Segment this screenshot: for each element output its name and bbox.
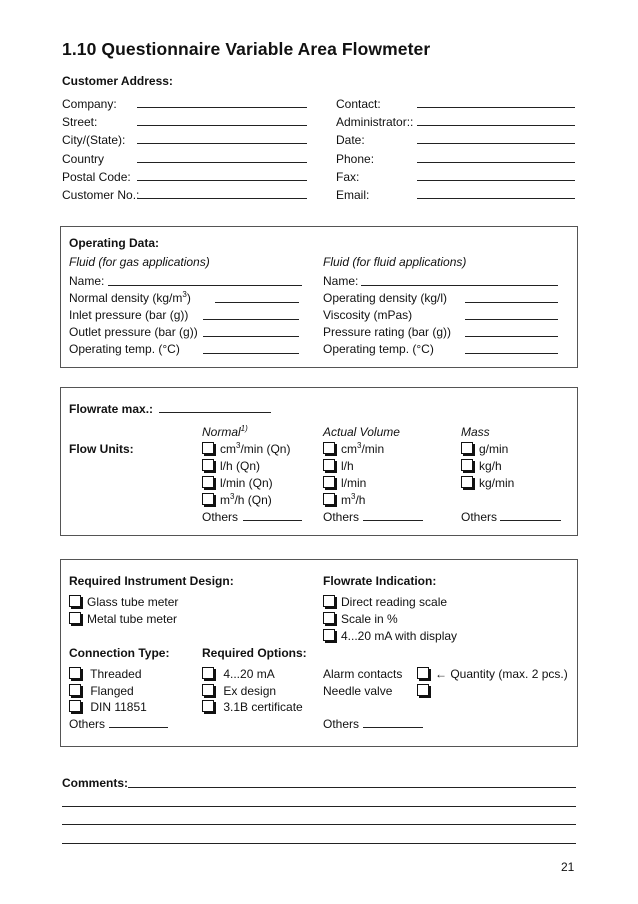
ma-display-option[interactable]: 4...20 mA with display <box>323 629 457 643</box>
flowrate-indication-heading: Flowrate Indication: <box>323 574 437 588</box>
mass-unit-option[interactable]: g/min <box>461 442 508 456</box>
checkbox-icon[interactable] <box>69 700 81 712</box>
comments-line-3[interactable] <box>62 824 576 825</box>
needle-valve-option[interactable] <box>417 684 435 698</box>
comments-line-2[interactable] <box>62 806 576 807</box>
actual-unit-option[interactable]: $m^3/h$ <box>323 493 365 507</box>
fluid-operating-temp-field[interactable] <box>465 353 558 354</box>
checkbox-icon[interactable] <box>202 667 214 679</box>
checkbox-icon[interactable] <box>323 476 335 488</box>
checkbox-icon[interactable] <box>69 667 81 679</box>
operating-density-field[interactable] <box>465 302 558 303</box>
contact-field[interactable] <box>417 107 575 108</box>
pressure-rating-field[interactable] <box>465 336 558 337</box>
checkbox-icon[interactable] <box>323 629 335 641</box>
checkbox-icon[interactable] <box>69 684 81 696</box>
email-label: Email: <box>336 188 370 202</box>
certificate-option[interactable]: 3.1B certificate <box>202 700 303 714</box>
contact-label: Contact: <box>336 97 381 111</box>
viscosity-field[interactable] <box>465 319 558 320</box>
flowrate-max-field[interactable] <box>159 412 271 413</box>
actual-unit-option[interactable]: $cm^3/\min$ <box>323 442 384 456</box>
date-field[interactable] <box>417 143 575 144</box>
outlet-pressure-label: Outlet pressure (bar (g)) <box>69 325 198 339</box>
normal-column-heading: Normal$^{1)}$ <box>202 424 248 439</box>
threaded-option[interactable]: Threaded <box>69 667 142 681</box>
street-label: Street: <box>62 115 98 129</box>
checkbox-icon[interactable] <box>461 442 473 454</box>
scale-percent-option[interactable]: Scale in % <box>323 612 398 626</box>
postal-code-field[interactable] <box>137 180 307 181</box>
comments-label: Comments: <box>62 776 129 790</box>
inlet-pressure-field[interactable] <box>203 319 299 320</box>
din-option[interactable]: DIN 11851 <box>69 700 147 714</box>
fluid-name-label: Name: <box>323 274 359 288</box>
mass-column-heading: Mass <box>461 425 490 439</box>
checkbox-icon[interactable] <box>461 459 473 471</box>
connection-type-heading: Connection Type: <box>69 646 170 660</box>
mass-unit-option[interactable]: kg/min <box>461 476 514 490</box>
customer-no-field[interactable] <box>137 198 307 199</box>
street-field[interactable] <box>137 125 307 126</box>
checkbox-icon[interactable] <box>202 476 214 488</box>
connection-others-field[interactable] <box>109 727 168 728</box>
connection-others-label: Others <box>69 717 106 731</box>
checkbox-icon[interactable] <box>202 459 214 471</box>
checkbox-icon[interactable] <box>461 476 473 488</box>
required-instrument-design-heading: Required Instrument Design: <box>69 574 234 588</box>
viscosity-label: Viscosity (mPas) <box>323 308 413 322</box>
fluid-operating-temp-label: Operating temp. (°C) <box>323 342 434 356</box>
city-label: City/(State): <box>62 133 126 147</box>
country-field[interactable] <box>137 162 307 163</box>
indication-others-field[interactable] <box>363 727 423 728</box>
mass-others-field[interactable] <box>500 520 561 521</box>
comments-line-4[interactable] <box>62 843 576 844</box>
fluid-applications-heading: Fluid (for fluid applications) <box>323 255 467 269</box>
gas-name-field[interactable] <box>108 285 302 286</box>
checkbox-icon[interactable] <box>323 493 335 505</box>
email-field[interactable] <box>417 198 575 199</box>
checkbox-icon[interactable] <box>323 612 335 624</box>
gas-applications-heading: Fluid (for gas applications) <box>69 255 210 269</box>
date-label: Date: <box>336 133 365 147</box>
direct-reading-option[interactable]: Direct reading scale <box>323 595 447 609</box>
country-label: Country <box>62 152 105 166</box>
quantity-note: ← Quantity (max. 2 pcs.) <box>435 667 568 681</box>
normal-unit-option[interactable]: $cm^3/\min$ (Qn) <box>202 442 290 456</box>
customer-no-label: Customer No.: <box>62 188 140 202</box>
checkbox-icon[interactable] <box>202 442 214 454</box>
administrator-label: Administrator:: <box>336 115 414 129</box>
fax-field[interactable] <box>417 180 575 181</box>
inlet-pressure-label: Inlet pressure (bar (g)) <box>69 308 189 322</box>
checkbox-icon[interactable] <box>69 612 81 624</box>
needle-valve-label: Needle valve <box>323 684 393 698</box>
checkbox-icon[interactable] <box>202 493 214 505</box>
flanged-option[interactable]: Flanged <box>69 684 134 698</box>
glass-tube-option[interactable]: Glass tube meter <box>69 595 178 609</box>
checkbox-icon[interactable] <box>323 595 335 607</box>
indication-others-label: Others <box>323 717 360 731</box>
actual-unit-option[interactable]: l/min <box>323 476 366 490</box>
checkbox-icon[interactable] <box>417 667 429 679</box>
checkbox-icon[interactable] <box>323 459 335 471</box>
outlet-pressure-field[interactable] <box>203 336 299 337</box>
pressure-rating-label: Pressure rating (bar (g)) <box>323 325 452 339</box>
checkbox-icon[interactable] <box>202 684 214 696</box>
mass-others-label: Others <box>461 510 498 524</box>
actual-volume-column-heading: Actual Volume <box>323 425 400 439</box>
alarm-contacts-option[interactable] <box>417 667 568 681</box>
ma-output-option[interactable]: 4...20 mA <box>202 667 275 681</box>
mass-unit-option[interactable]: kg/h <box>461 459 502 473</box>
normal-unit-option[interactable]: l/h (Qn) <box>202 459 260 473</box>
administrator-field[interactable] <box>417 125 575 126</box>
normal-unit-option[interactable]: l/min (Qn) <box>202 476 273 490</box>
company-field[interactable] <box>137 107 307 108</box>
actual-others-field[interactable] <box>363 520 423 521</box>
flowrate-max-label: Flowrate max.: <box>69 402 154 416</box>
page-title: 1.10 Questionnaire Variable Area Flowmeter <box>62 39 431 59</box>
operating-data-heading: Operating Data: <box>69 236 160 250</box>
operating-density-label: Operating density (kg/l) <box>323 291 448 305</box>
page-number: 21 <box>561 860 575 874</box>
normal-others-field[interactable] <box>243 520 302 521</box>
normal-unit-option[interactable]: $m^3/h$ (Qn) <box>202 493 272 507</box>
normal-density-label: Normal density $(kg/m^3)$ <box>69 290 191 305</box>
gas-operating-temp-label: Operating temp. (°C) <box>69 342 180 356</box>
actual-others-label: Others <box>323 510 360 524</box>
required-options-heading: Required Options: <box>202 646 307 660</box>
checkbox-icon[interactable] <box>69 595 81 607</box>
normal-others-label: Others <box>202 510 239 524</box>
gas-operating-temp-field[interactable] <box>203 353 299 354</box>
company-label: Company: <box>62 97 117 111</box>
postal-code-label: Postal Code: <box>62 170 131 184</box>
phone-label: Phone: <box>336 152 375 166</box>
comments-line-1[interactable] <box>128 787 576 788</box>
phone-field[interactable] <box>417 162 575 163</box>
checkbox-icon[interactable] <box>417 684 429 696</box>
city-field[interactable] <box>137 143 307 144</box>
flow-units-label: Flow Units: <box>69 442 134 456</box>
gas-name-label: Name: <box>69 274 105 288</box>
actual-unit-option[interactable]: l/h <box>323 459 354 473</box>
checkbox-icon[interactable] <box>323 442 335 454</box>
customer-address-heading: Customer Address: <box>62 74 173 88</box>
checkbox-icon[interactable] <box>202 700 214 712</box>
ex-design-option[interactable]: Ex design <box>202 684 276 698</box>
normal-density-field[interactable] <box>215 302 299 303</box>
alarm-contacts-label: Alarm contacts <box>323 667 403 681</box>
fax-label: Fax: <box>336 170 360 184</box>
metal-tube-option[interactable]: Metal tube meter <box>69 612 177 626</box>
fluid-name-field[interactable] <box>361 285 558 286</box>
